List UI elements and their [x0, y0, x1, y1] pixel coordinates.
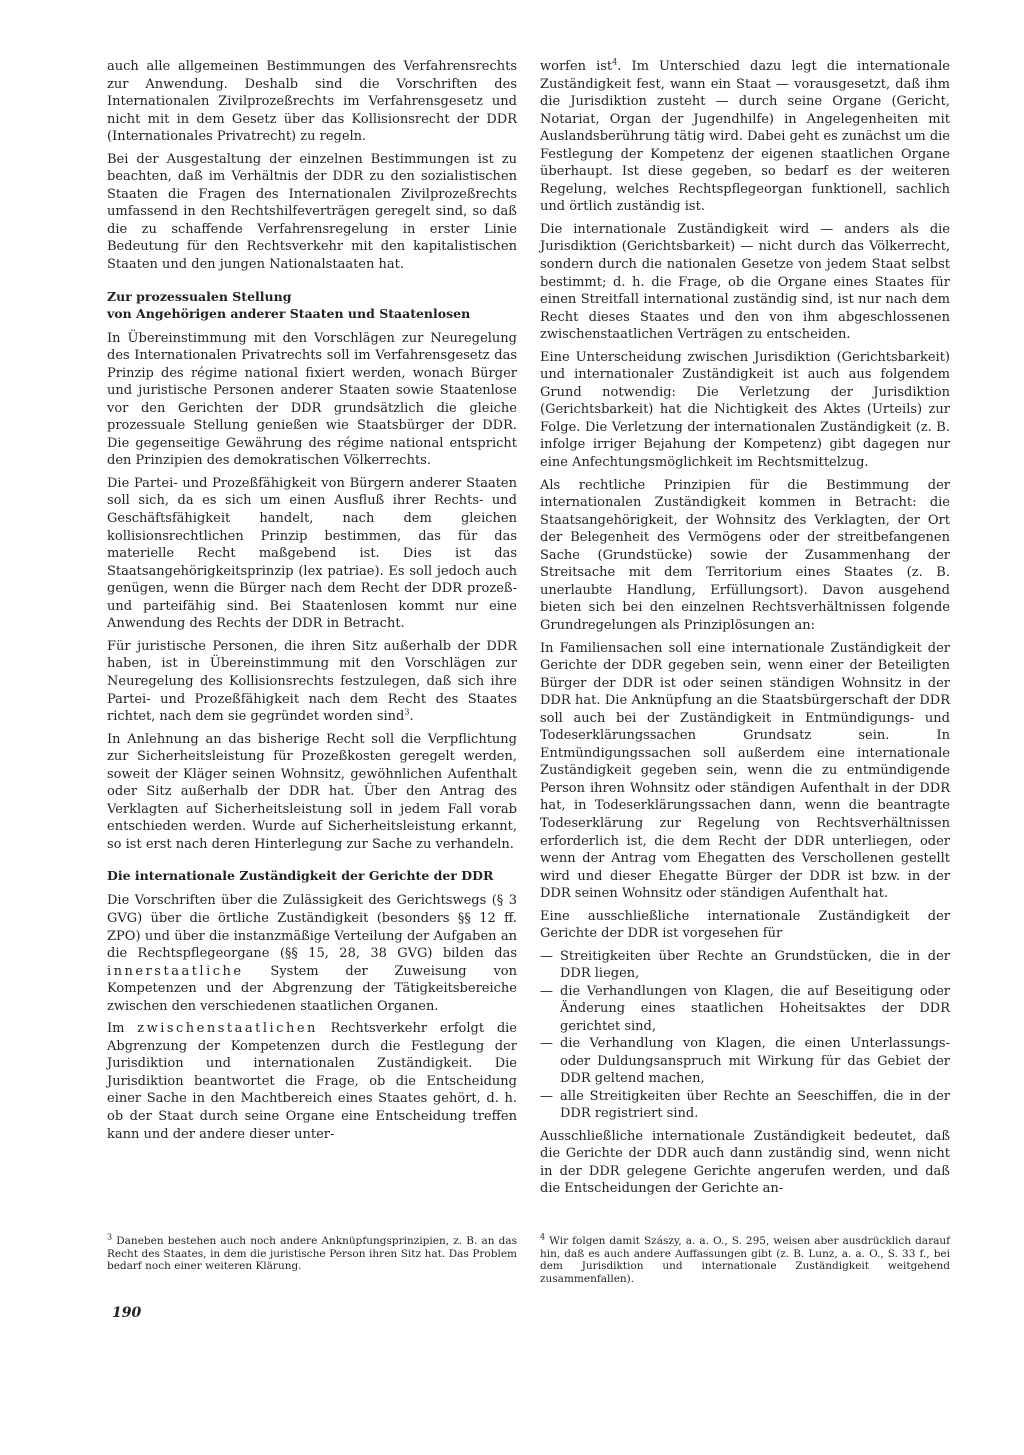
section-heading-line: Zur prozessualen Stellung: [107, 288, 292, 304]
paragraph: In Anlehnung an das bisherige Recht soll die Verpflichtung zur Sicherheitsleistung für Prozeßkosten geregelt werden, soweit der Kläger seinen Wohnsitz, gewöhnlichen Aufenthalt oder Sitz außerhalb der DDR hat. Über den Antrag des Verklagten auf Sicherheitsleistung soll in jedem Fall vorab entschieden werden. Wurde auf Sicherheitsleistung erkannt, so ist erst nach deren Hinterlegung zur Sache zu verhandeln.: [107, 731, 517, 852]
left-column: [107, 58, 517, 1148]
paragraph: Eine ausschließliche internationale Zuständigkeit der Gerichte der DDR ist vorgesehen für: [540, 908, 950, 942]
dash-marker: —: [540, 983, 553, 999]
paragraph: In Übereinstimmung mit den Vorschlägen zur Neuregelung des Internationalen Privatrechts soll im Verfahrensgesetz das Prinzip des régime national fixiert werden, wonach Bürger und juristische Personen anderer Staaten sowie Staatenlose vor den Gerichten der DDR grundsätzlich die gleiche prozessuale Stellung genießen wie Staatsbürger der DDR. Die gegenseitige Gewährung des régime national entspricht den Prinzipien des demokratischen Völkerrechts.: [107, 330, 517, 469]
paragraph: Bei der Ausgestaltung der einzelnen Bestimmungen ist zu beachten, daß im Verhältnis der DDR zu den sozialistischen Staaten die Fragen des Internationalen Zivilprozeßrechts umfassend in den Rechtshilfeverträgen geregelt sind, so daß die zu schaffende Verfahrensregelung in erster Linie Bedeutung für den Rechtsverkehr mit den kapitalistischen Staaten und den jungen Nationalstaaten hat.: [107, 151, 517, 273]
footnote-text: Daneben bestehen auch noch andere Anknüpfungsprinzipien, z. B. an das Recht des Staates, in dem die juristische Person ihren Sitz hat. Das Problem bedarf noch einer weiteren Klärung.: [107, 1235, 517, 1272]
footnote-ref: 4: [612, 57, 618, 67]
list-item: [540, 1088, 950, 1123]
footnote-number: 4: [540, 1232, 546, 1242]
dash-marker: —: [540, 1036, 553, 1052]
list-item: [540, 948, 950, 983]
page-number: 190: [112, 1305, 142, 1321]
list-item: [540, 1035, 950, 1088]
footnote-ref: 3: [404, 707, 410, 717]
paragraph-text: .: [409, 709, 414, 725]
paragraph: Die internationale Zuständigkeit wird — anders als die Jurisdiktion (Gerichtsbarkeit) — nicht durch das Völkerrecht, sondern durch die nationalen Gesetze von jedem Staat selbst bestimmt; d. h. die Frage, ob die Organe eines Staates für einen Streitfall international zuständig sind, ist nur nach dem Recht dieses Staates und den von ihm abgeschlossenen zwischenstaatlichen Verträgen zu entscheiden.: [540, 221, 950, 343]
footnote: [107, 1232, 517, 1273]
list-item-text: alle Streitigkeiten über Rechte an Seeschiffen, die in der DDR registriert sind.: [560, 1088, 950, 1122]
footnote-number: 3: [107, 1232, 113, 1242]
paragraph-text: . Im Unterschied dazu legt die internationale Zuständigkeit fest, wann ein Staat — vorausgesetzt, daß ihm die Jurisdiktion zusteht — durch seine Organe (Gericht, Notariat, Organ der Jugendhilfe) in Angelegenheiten mit Auslandsberührung tätig wird. Dabei geht es zunächst um die Festlegung der Kompetenz der eigenen staatlichen Organe überhaupt. Ist diese gegeben, so bedarf es der weiteren Regelung, welches Rechtspflegeorgan funktionell, sachlich und örtlich zuständig ist.: [540, 59, 951, 215]
list-item-text: die Verhandlung von Klagen, die einen Unterlassungs- oder Duldungsanspruch mit Wirkung für das Gebiet der DDR geltend machen,: [560, 1036, 950, 1087]
emphasized-text: zwischenstaatlichen: [137, 1021, 318, 1037]
paragraph: [107, 1020, 517, 1143]
right-column: [540, 58, 950, 1203]
paragraph: [107, 892, 517, 1015]
paragraph: Ausschließliche internationale Zuständigkeit bedeutet, daß die Gerichte der DDR auch dann zuständig sind, wenn nicht in der DDR gelegene Gerichte angerufen werden, und daß die Entscheidungen der Gerichte an-: [540, 1128, 950, 1197]
dash-marker: —: [540, 1088, 553, 1104]
paragraph-text: System der Zuweisung von Kompetenzen und der Abgrenzung der Tätigkeitsbereiche zwischen den verschiedenen staatlichen Organen.: [107, 963, 517, 1014]
footnote: [540, 1232, 950, 1285]
dash-list: [540, 948, 950, 1123]
paragraph: Als rechtliche Prinzipien für die Bestimmung der internationalen Zuständigkeit kommen in Betracht: die Staatsangehörigkeit, der Wohnsitz des Verklagten, der Ort der Belegenheit des Vermögens oder der streitbefangenen Sache (Grundstücke) sowie der Zusammenhang der Streitsache mit dem Territorium eines Staates (z. B. unerlaubte Handlung, Erfüllungsort). Davon ausgehend bieten sich bei den einzelnen Rechtsverhältnissen folgende Grundregelungen als Prinziplösungen an:: [540, 477, 950, 633]
paragraph-text: Für juristische Personen, die ihren Sitz außerhalb der DDR haben, ist in Übereinstimmung mit den Vorschlägen zur Neuregelung des Kollisionsrechts festzulegen, daß sich ihre Partei- und Prozeßfähigkeit nach dem Recht des Staates richtet, nach dem sie gegründet worden sind: [107, 638, 517, 725]
paragraph: [107, 638, 517, 726]
paragraph-text: Die Vorschriften über die Zulässigkeit des Gerichtswegs (§ 3 GVG) über die örtliche Zuständigkeit (besonders §§ 12 ff. ZPO) und über die instanzmäßige Verteilung der Aufgaben an die Rechtspflegeorgane (§§ 15, 28, 38 GVG) bilden das: [107, 893, 517, 962]
dash-marker: —: [540, 948, 553, 964]
paragraph: Eine Unterscheidung zwischen Jurisdiktion (Gerichtsbarkeit) und internationaler Zuständigkeit ist auch aus folgendem Grund notwendig: Die Verletzung der Jurisdiktion (Gerichtsbarkeit) hat die Nichtigkeit des Aktes (Urteils) zur Folge. Die Verletzung der internationalen Zuständigkeit (z. B. infolge irriger Bejahung der Kompetenz) gibt dagegen nur eine Anfechtungsmöglichkeit im Rechtsmittelzug.: [540, 349, 950, 471]
paragraph: auch alle allgemeinen Bestimmungen des Verfahrensrechts zur Anwendung. Deshalb sind die Vorschriften des Internationalen Zivilprozeßrechts im Verfahrensgesetz und nicht mit in dem Gesetz über das Kollisionsrecht der DDR (Internationales Privatrecht) zu regeln.: [107, 59, 517, 145]
footnote-text: Wir folgen damit Szászy, a. a. O., S. 295, weisen aber ausdrücklich darauf hin, daß es auch andere Auffassungen gibt (z. B. Lunz, a. a. O., S. 33 f., bei dem Jurisdiktion und internationale Zuständigkeit weitgehend zusammenfallen).: [540, 1235, 950, 1285]
list-item-text: Streitigkeiten über Rechte an Grundstücken, die in der DDR liegen,: [560, 948, 950, 982]
emphasized-text: innerstaatliche: [107, 963, 244, 979]
list-item-text: die Verhandlungen von Klagen, die auf Beseitigung oder Änderung eines staatlichen Hoheitsaktes der DDR gerichtet sind,: [560, 983, 950, 1034]
paragraph: [540, 58, 950, 216]
paragraph-text: Im: [107, 1021, 138, 1037]
section-heading-line: von Angehörigen anderer Staaten und Staatenlosen: [107, 305, 471, 321]
section-heading: Die internationale Zuständigkeit der Gerichte der DDR: [107, 868, 494, 884]
paragraph: In Familiensachen soll eine internationale Zuständigkeit der Gerichte der DDR gegeben sein, wenn einer der Beteiligten Bürger der DDR ist oder seinen ständigen Wohnsitz in der DDR hat. Die Anknüpfung an die Staatsbürgerschaft der DDR soll auch bei der Zuständigkeit in Entmündigungs- und Todeserklärungssachen Grundsatz sein. In Entmündigungssachen soll außerdem eine internationale Zuständigkeit gegeben sein, wenn die zu entmündigende Person ihren Wohnsitz oder ständigen Aufenthalt in der DDR hat, in Todeserklärungssachen dann, wenn die beantragte Todeserklärung zur Regelung von Rechtsverhältnissen erforderlich ist, die dem Recht der DDR unterliegen, oder wenn der Antrag vom Ehegatten des Verschollenen gestellt wird und dieser Ehegatte Bürger der DDR ist bzw. in der DDR seinen Wohnsitz oder ständigen Aufenthalt hat.: [540, 640, 950, 902]
paragraph-text: Rechtsverkehr erfolgt die Abgrenzung der Kompetenzen durch die Festlegung der Jurisdiktion und internationalen Zuständigkeit. Die Jurisdiktion beantwortet die Frage, ob die Entscheidung einer Sache in den Machtbereich eines Staates gehört, d. h. ob der Staat durch seine Organe eine Entscheidung treffen kann und der andere dieser unter-: [107, 1021, 517, 1142]
paragraph-text: worfen ist: [540, 59, 613, 74]
list-item: [540, 983, 950, 1036]
section-heading: [107, 288, 517, 322]
paragraph: Die Partei- und Prozeßfähigkeit von Bürgern anderer Staaten soll sich, da es sich um einen Ausfluß ihrer Rechts- und Geschäftsfähigkeit handelt, nach dem gleichen kollisionsrechtlichen Prinzip bestimmen, das für das materielle Recht maßgebend ist. Dies ist das Staatsangehörigkeitsprinzip (lex patriae). Es soll jedoch auch genügen, wenn die Bürger nach dem Recht der DDR prozeß- und parteifähig sind. Bei Staatenlosen kommt nur eine Anwendung des Rechts der DDR in Betracht.: [107, 475, 517, 632]
